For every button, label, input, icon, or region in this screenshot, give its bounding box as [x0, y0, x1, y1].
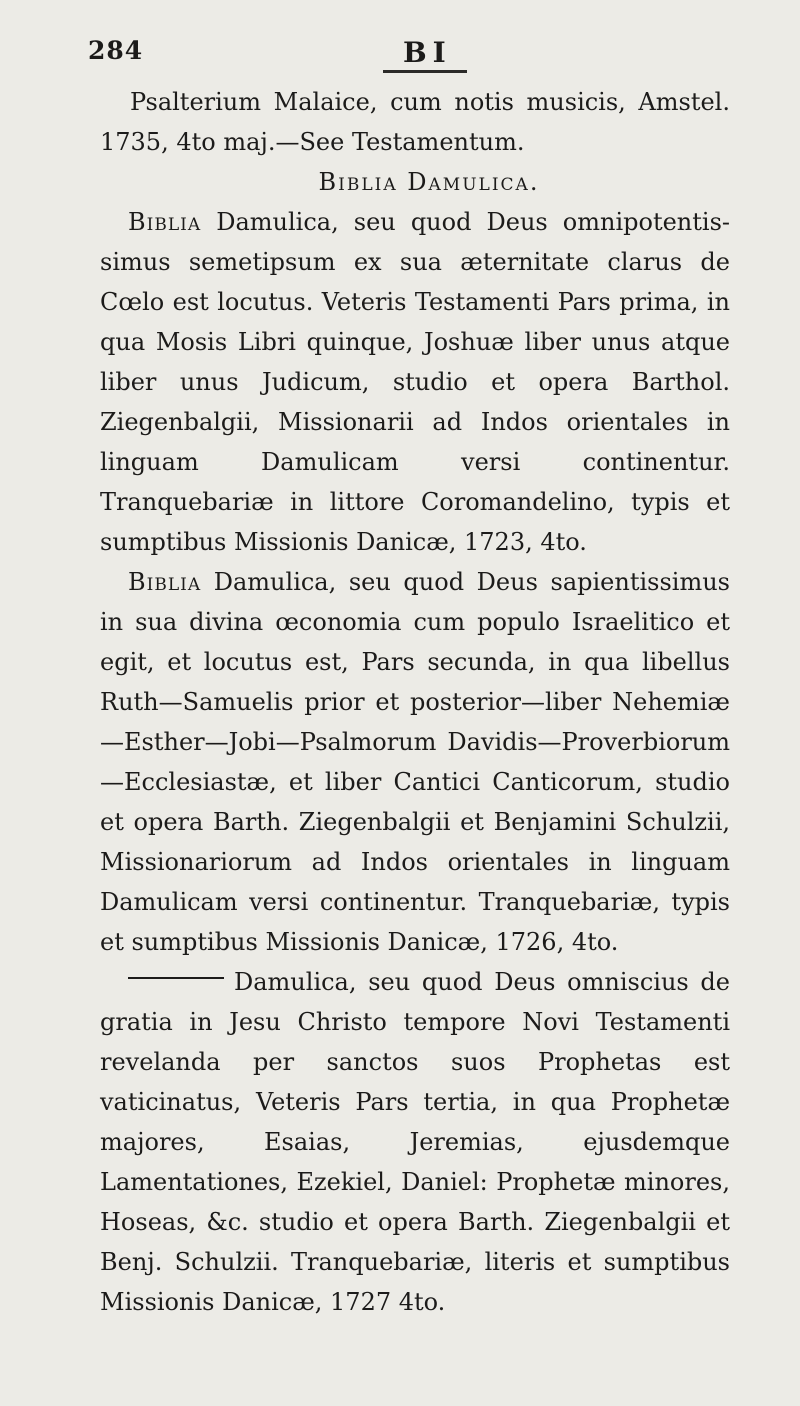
entry-1-text: Damulica, seu quod Deus omnipotentis-simus semetipsum ex sua æternitate clarus de Cœlo est locutus. Veteris Testamenti Pars prima, in qua Mosis Libri quinque, Joshuæ liber unus atque liber unus Judicum, studio et opera Barthol. Ziegenbalgii, Missionarii ad Indos orientales in linguam Damulicam versi continentur. Tranquebariæ in littore Coromandelino, typis et sumptibus Missionis Danicæ, 1723, 4to. [100, 208, 730, 556]
entry-2 [100, 562, 730, 962]
entry-1-start: Biblia [128, 208, 202, 236]
section-heading: Biblia Damulica. [318, 168, 540, 196]
page-number: 284 [88, 36, 144, 65]
running-head: BI [403, 36, 452, 69]
page-header [88, 36, 712, 76]
entry-2-text: Damulica, seu quod Deus sapientissimus in sua divina œconomia cum populo Israelitico et egit, et locutus est, Pars secunda, in qua libellus Ruth—Samuelis prior et posterior—liber Nehemiæ—Esther—Jobi—Psalmorum Davidis—Proverbiorum—Ecclesiastæ, et liber Cantici Canticorum, studio et opera Barth. Ziegenbalgii et Benjamini Schulzii, Missionariorum ad Indos orientales in linguam Damulicam versi continentur. Tranquebariæ, typis et sumptibus Missionis Danicæ, 1726, 4to. [100, 568, 730, 956]
entry-1 [100, 202, 730, 562]
entry-3-text: Damulica, seu quod Deus omniscius de gratia in Jesu Christo tempore Novi Testamenti revelanda per sanctos suos Prophetas est vaticinatus, Veteris Pars tertia, in qua Prophetæ majores, Esaias, Jeremias, ejusdemque Lamentationes, Ezekiel, Daniel: Prophetæ minores, Hoseas, &c. studio et opera Barth. Ziegenbalgii et Benj. Schulzii. Tranquebariæ, literis et sumptibus Missionis Danicæ, 1727 4to. [100, 968, 730, 1316]
ditto-dash [128, 977, 224, 979]
entry-3 [100, 962, 730, 1322]
header-rule [383, 70, 467, 73]
entry-2-start: Biblia [128, 568, 202, 596]
page-body [100, 82, 730, 1322]
psalterium-entry: Psalterium Malaice, cum notis musicis, Amstel. 1735, 4to maj.—See Testamentum. [100, 88, 730, 156]
